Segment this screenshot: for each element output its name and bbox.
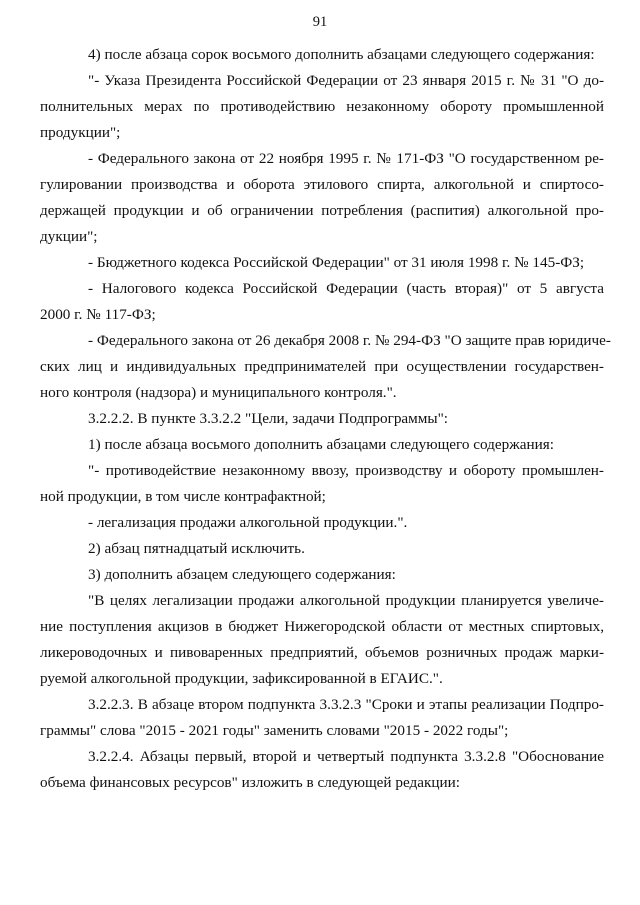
text-line: - Федерального закона от 22 ноября 1995 г. № 171-ФЗ "О государственном ре- xyxy=(88,150,604,167)
text-line: полнительных мерах по противодействию незаконному обороту промышленной xyxy=(40,98,604,115)
text-line: - Бюджетного кодекса Российской Федерации" от 31 июля 1998 г. № 145-ФЗ; xyxy=(88,254,585,271)
text-line: 3.2.2.2. В пункте 3.3.2.2 "Цели, задачи Подпрограммы": xyxy=(88,410,448,427)
text-line: продукции"; xyxy=(40,124,121,141)
text-line: руемой алкогольной продукции, зафиксированной в ЕГАИС.". xyxy=(40,670,443,687)
text-line: ских лиц и индивидуальных предпринимателей при осуществлении государствен- xyxy=(40,358,604,375)
text-line: объема финансовых ресурсов" изложить в следующей редакции: xyxy=(40,774,460,791)
text-line: - легализация продажи алкогольной продукции.". xyxy=(88,514,408,531)
text-line: ной продукции, в том числе контрафактной; xyxy=(40,488,326,505)
text-line: граммы" слова "2015 - 2021 годы" заменить словами "2015 - 2022 годы"; xyxy=(40,722,509,739)
text-line: - Федерального закона от 26 декабря 2008 г. № 294-ФЗ "О защите прав юридиче- xyxy=(88,332,611,349)
text-line: "В целях легализации продажи алкогольной продукции планируется увеличе- xyxy=(88,592,604,609)
text-line: 4) после абзаца сорок восьмого дополнить абзацами следующего содержания: xyxy=(88,46,595,63)
text-line: ликероводочных и пивоваренных предприятий, объемов розничных продаж марки- xyxy=(40,644,604,661)
text-line: гулировании производства и оборота этилового спирта, алкогольной и спиртосо- xyxy=(40,176,604,193)
text-line: дукции"; xyxy=(40,228,98,245)
text-line: - Налогового кодекса Российской Федерации (часть вторая)" от 5 августа xyxy=(88,280,604,297)
text-line: 2) абзац пятнадцатый исключить. xyxy=(88,540,305,557)
text-line: 3.2.2.4. Абзацы первый, второй и четвертый подпункта 3.3.2.8 "Обоснование xyxy=(88,748,604,765)
text-line: 3) дополнить абзацем следующего содержания: xyxy=(88,566,396,583)
text-line: 2000 г. № 117-ФЗ; xyxy=(40,306,156,323)
text-line: держащей продукции и об ограничении потребления (распития) алкогольной про- xyxy=(40,202,604,219)
text-line: 1) после абзаца восьмого дополнить абзацами следующего содержания: xyxy=(88,436,554,453)
text-line: "- Указа Президента Российской Федерации от 23 января 2015 г. № 31 "О до- xyxy=(88,72,604,89)
text-line: "- противодействие незаконному ввозу, производству и обороту промышлен- xyxy=(88,462,604,479)
text-line: ние поступления акцизов в бюджет Нижегородской области от местных спиртовых, xyxy=(40,618,604,635)
page-number: 91 xyxy=(312,14,328,30)
text-line: 3.2.2.3. В абзаце втором подпункта 3.3.2.3 "Сроки и этапы реализации Подпро- xyxy=(88,696,604,713)
text-line: ного контроля (надзора) и муниципального контроля.". xyxy=(40,384,397,401)
